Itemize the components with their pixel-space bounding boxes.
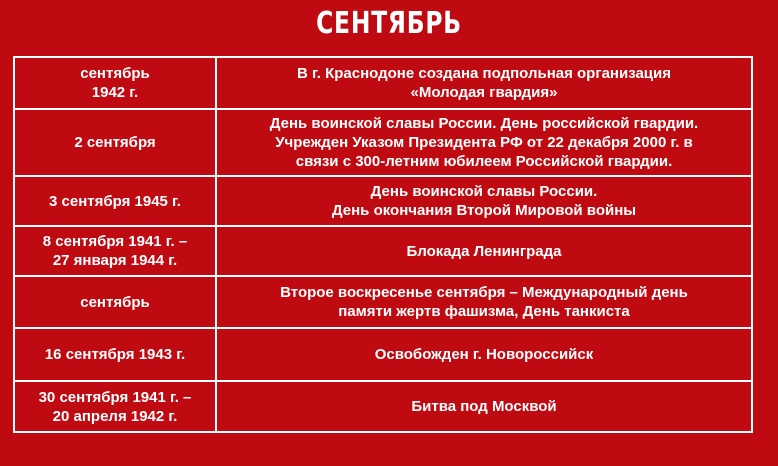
page-title: СЕНТЯБРЬ: [316, 6, 462, 41]
table-row: [14, 109, 752, 176]
table-row: [14, 176, 752, 226]
event-description: Битва под Москвой: [216, 381, 752, 432]
event-description: Освобожден г. Новороссийск: [216, 328, 752, 381]
table-row: [14, 381, 752, 432]
table-row: [14, 57, 752, 109]
event-date: 8 сентября 1941 г. – 27 января 1944 г.: [14, 226, 216, 276]
event-description: День воинской славы России. День российской гвардии. Учрежден Указом Президента РФ от 22 декабря 2000 г. в связи с 300-летним юбилеем Российской гвардии.: [216, 109, 752, 176]
event-date: сентябрь: [14, 276, 216, 328]
event-description: Второе воскресенье сентября – Международный день памяти жертв фашизма, День танкиста: [216, 276, 752, 328]
events-table: [13, 56, 753, 433]
event-date: сентябрь 1942 г.: [14, 57, 216, 109]
event-date: 3 сентября 1945 г.: [14, 176, 216, 226]
table-row: [14, 226, 752, 276]
event-description: Блокада Ленинграда: [216, 226, 752, 276]
event-description: День воинской славы России. День окончания Второй Мировой войны: [216, 176, 752, 226]
event-date: 16 сентября 1943 г.: [14, 328, 216, 381]
table-row: [14, 328, 752, 381]
table-row: [14, 276, 752, 328]
event-description: В г. Краснодоне создана подпольная организация «Молодая гвардия»: [216, 57, 752, 109]
event-date: 2 сентября: [14, 109, 216, 176]
event-date: 30 сентября 1941 г. – 20 апреля 1942 г.: [14, 381, 216, 432]
